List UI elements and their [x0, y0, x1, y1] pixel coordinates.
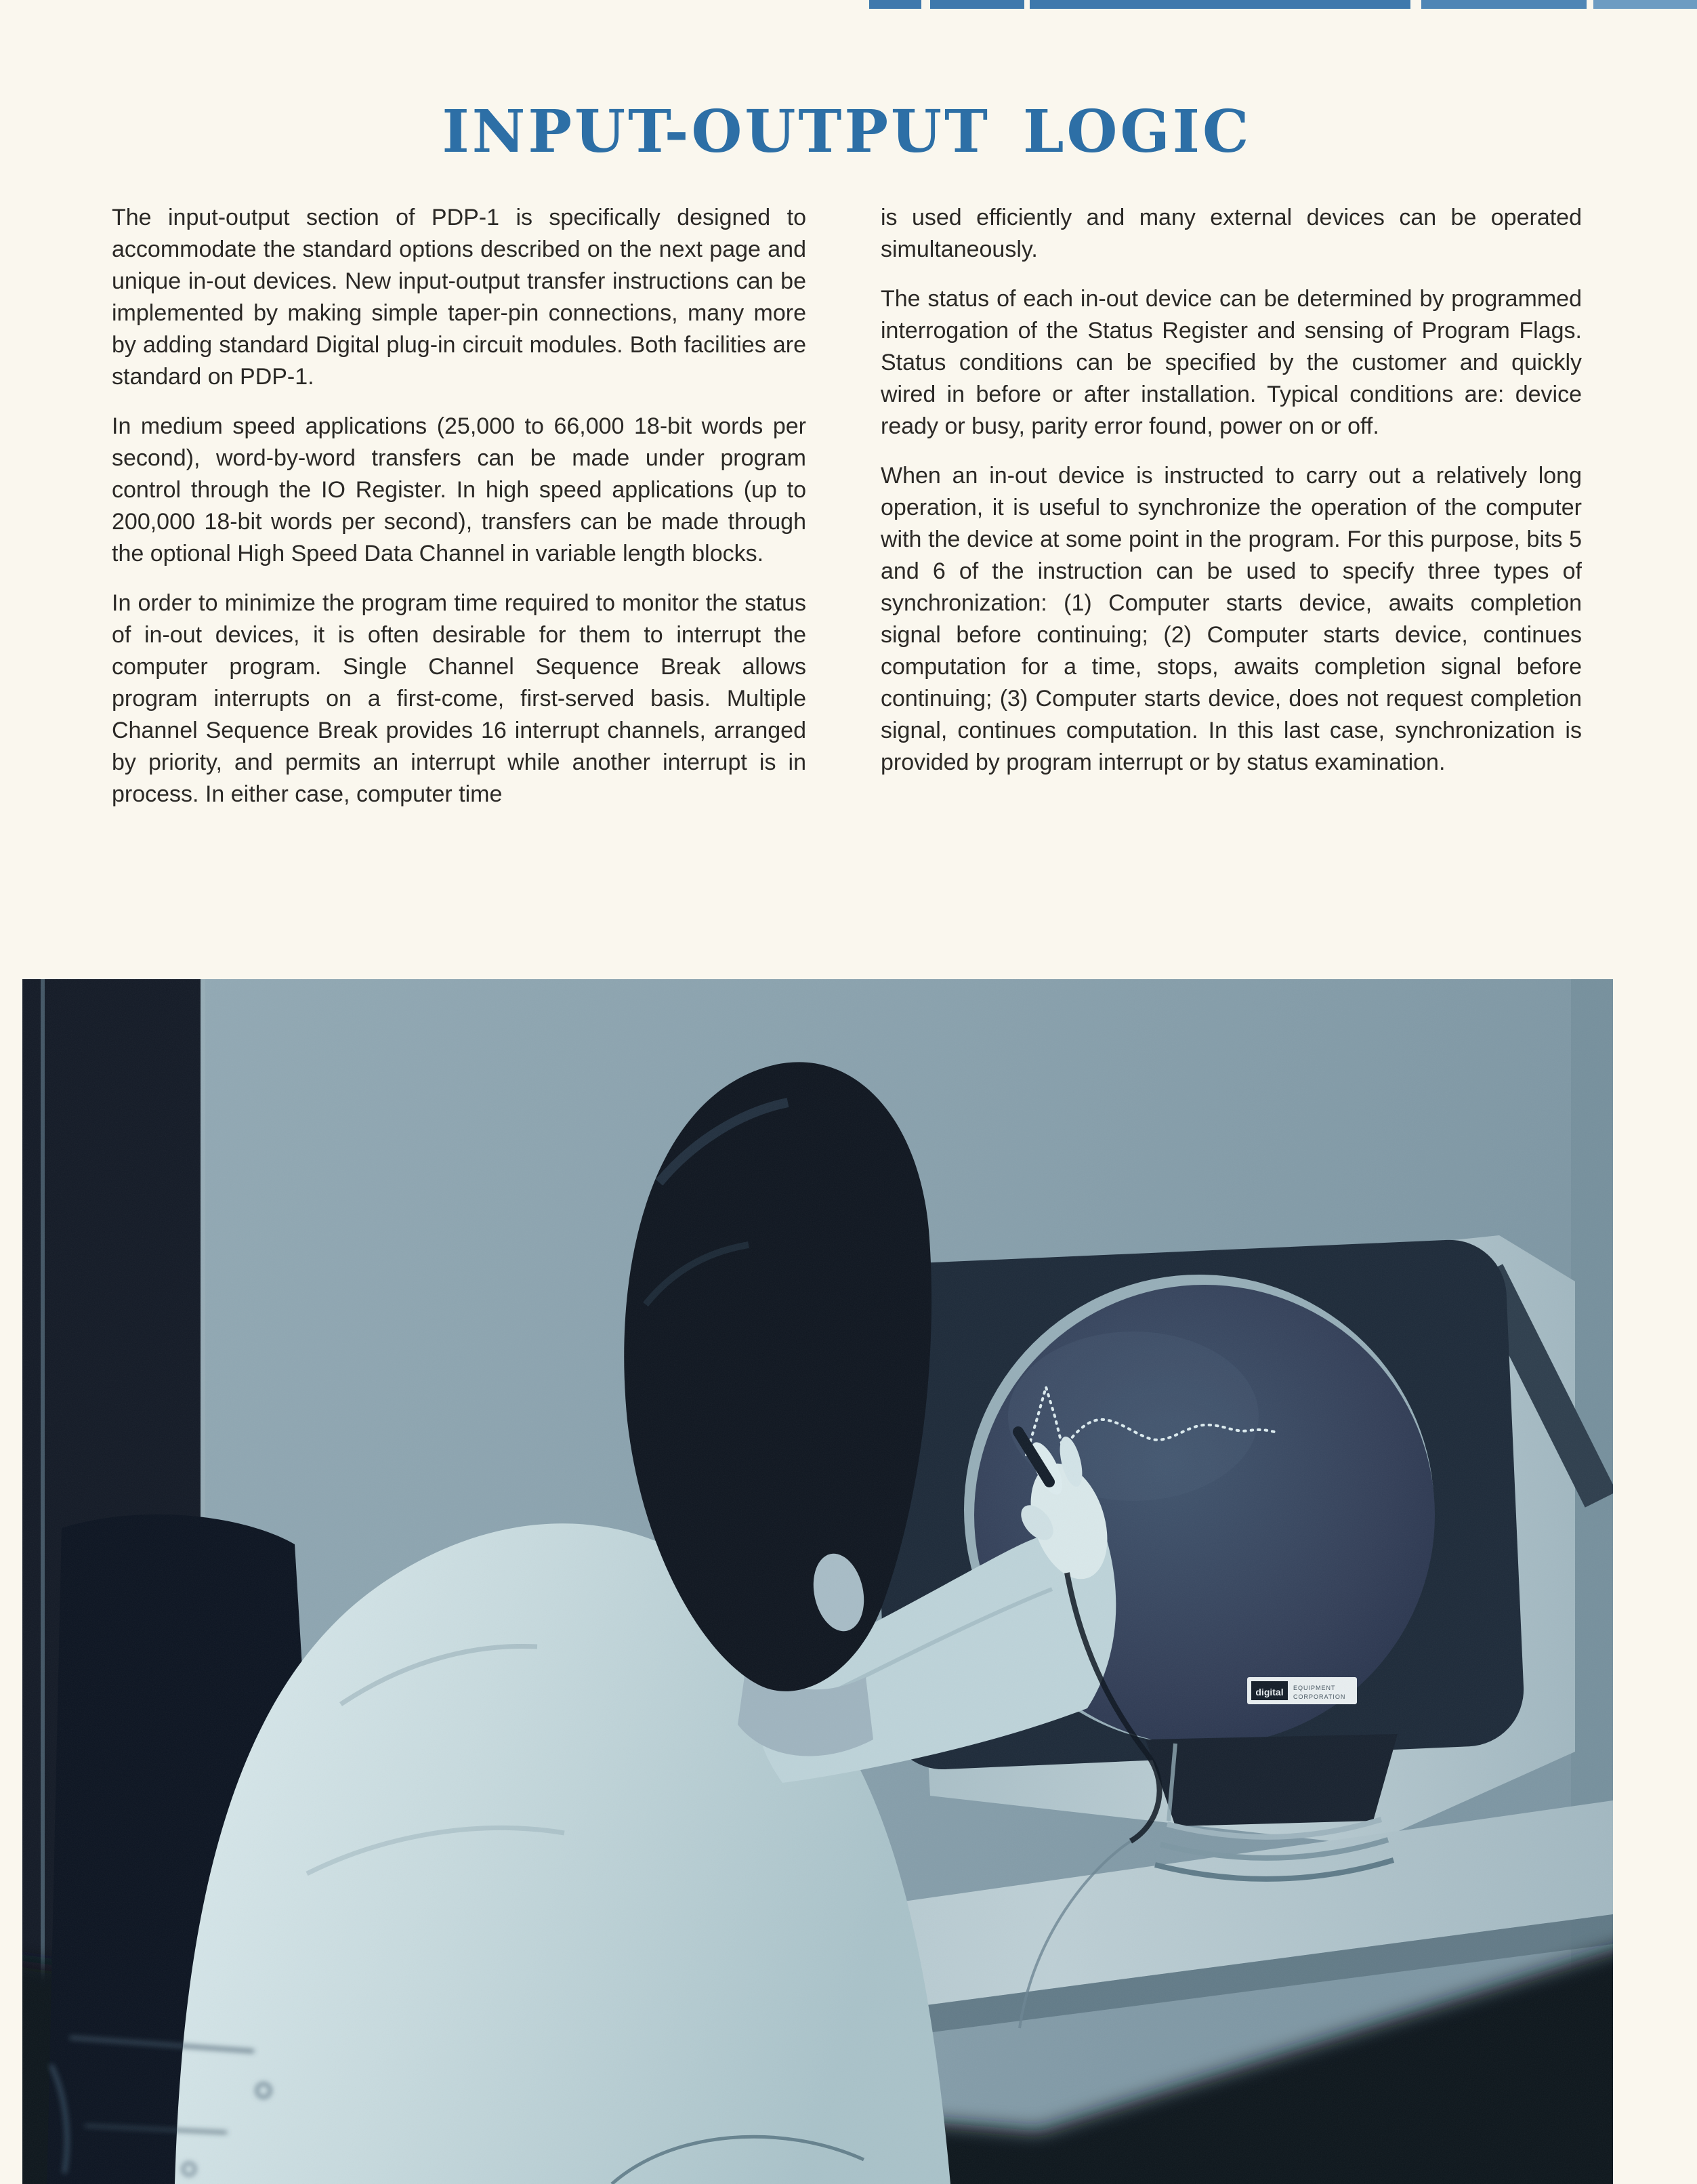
- top-bar-segment: [869, 0, 921, 9]
- top-bar-segment: [1593, 0, 1697, 9]
- paragraph: In medium speed applications (25,000 to 66,000 18-bit words per second), word-by-word transfers can be made under program control through the IO Register. In high speed applications (up to 200,000 18-bit words per second), transfers can be made through the optional High Speed Data Channel in variable length blocks.: [112, 413, 806, 566]
- paragraph: is used efficiently and many external devices can be operated simultaneously.: [881, 205, 1582, 262]
- photograph-pdp1-light-pen: [22, 979, 1613, 2184]
- paragraph: When an in-out device is instructed to carry out a relatively long operation, it is useful to synchronize the operation of the computer with the device at some point in the program. For this purpose, bits 5 and 6 of the instruction can be used to specify three types of synchronization: (1) Computer starts device, awaits completion signal before continuing; (2) Computer starts device, continues computation for a time, stops, awaits completion signal before continuing; (3) Computer starts device, does not request completion signal, continues computation. In this last case, synchronization is provided by program interrupt or by status examination.: [881, 463, 1582, 775]
- left-column: [112, 202, 806, 828]
- right-column: [881, 202, 1582, 796]
- paragraph: In order to minimize the program time required to monitor the status of in-out devices, it is often desirable for them to interrupt the computer program. Single Channel Sequence Break allows program interrupts on a first-come, first-served basis. Multiple Channel Sequence Break provides 16 interrupt channels, arranged by priority, and permits an interrupt while another interrupt is in process. In either case, computer time: [112, 590, 806, 807]
- top-bar-segment: [1030, 0, 1410, 9]
- page-title: INPUT-OUTPUT LOGIC: [442, 97, 1252, 166]
- paragraph: The input-output section of PDP-1 is specifically designed to accommodate the standard options described on the next page and unique in-out devices. New input-output transfer instructions can be implemented by making simple taper-pin connections, many more by adding standard Digital plug-in circuit modules. Both facilities are standard on PDP-1.: [112, 205, 806, 390]
- paragraph: The status of each in-out device can be determined by programmed interrogation of the Status Register and sensing of Program Flags. Status conditions can be specified by the customer and quickly wired in before or after installation. Typical conditions are: device ready or busy, parity error found, power on or off.: [881, 286, 1582, 439]
- top-bar-segment: [930, 0, 1024, 9]
- photo-grain-overlay: [22, 979, 1613, 2184]
- top-bar-segment: [1421, 0, 1587, 9]
